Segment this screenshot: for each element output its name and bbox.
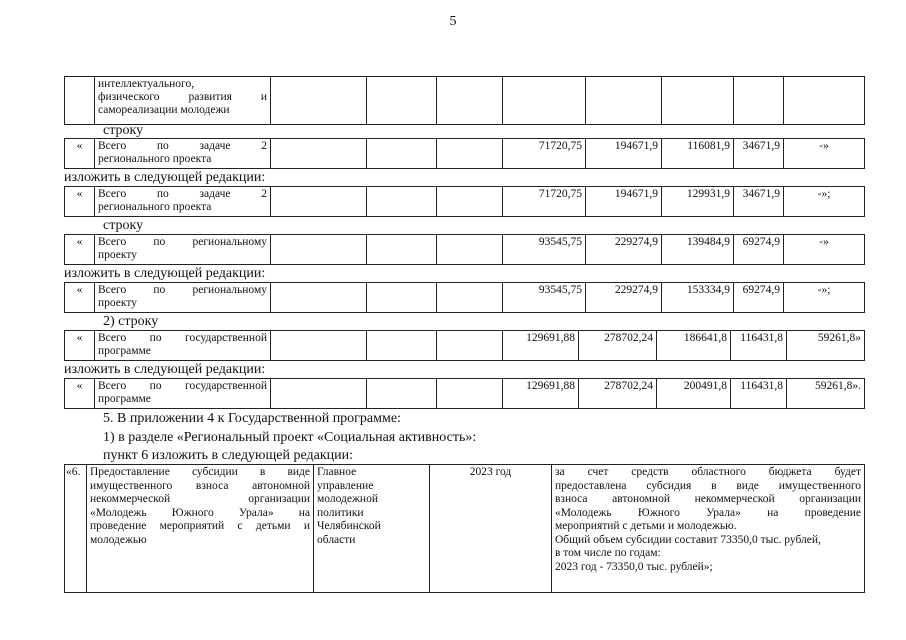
item-5: 5. В приложении 4 к Государственной программе: [103, 411, 401, 426]
program-table [64, 464, 865, 593]
item-5-1: 1) в разделе «Региональный проект «Социальная активность»: [103, 430, 477, 445]
table-row: « Всего по государственной программе 129691,88 278702,24 200491,8 116431,8 59261,8». [64, 378, 865, 409]
page-number: 5 [449, 14, 457, 29]
row-name: интеллектуального, физического развития и самореализации молодежи [95, 77, 271, 125]
period: 2023 год [430, 465, 552, 593]
table-row: « Всего по региональному проекту 93545,75 229274,9 153334,9 69274,9 -»; [64, 282, 865, 313]
table-row: « Всего по региональному проекту 93545,75 229274,9 139484,9 69274,9 -» [64, 234, 865, 265]
table-fragment-top [64, 76, 865, 125]
label-stroku: строку [103, 218, 144, 233]
expected-result: за счет средств областного бюджета будет предоставлена субсидия в виде имущественного взноса автономной некоммерческой организации «Молодежь Южного Урала» на проведение мероприятий с детьми и молодежью. Общий объем субсидии составит 73350,0 тыс. рублей, в том числе по годам: 2023 год - 73350,0 тыс. рублей»; [552, 465, 865, 593]
measure-description: Предоставление субсидии в виде имущественного взноса автономной некоммерческой организации «Молодежь Южного Урала» на проведение мероприятий с детьми и молодежью [87, 465, 314, 593]
table-row: « Всего по государственной программе 129691,88 278702,24 186641,8 116431,8 59261,8» [64, 330, 865, 361]
item-number: «6. [65, 465, 87, 593]
item-5-2: пункт 6 изложить в следующей редакции: [103, 448, 353, 463]
label-izlozhit: изложить в следующей редакции: [64, 362, 266, 377]
label-stroku: строку [103, 123, 144, 138]
table-row: « Всего по задаче 2 регионального проекта 71720,75 194671,9 129931,9 34671,9 -»; [64, 186, 865, 217]
table-row: « Всего по задаче 2 регионального проекта 71720,75 194671,9 116081,9 34671,9 -» [64, 138, 865, 169]
responsible-org: Главное управление молодежной политики Челябинской области [314, 465, 430, 593]
label-izlozhit: изложить в следующей редакции: [64, 266, 266, 281]
label-stroku-2: 2) строку [103, 314, 159, 329]
label-izlozhit: изложить в следующей редакции: [64, 170, 266, 185]
